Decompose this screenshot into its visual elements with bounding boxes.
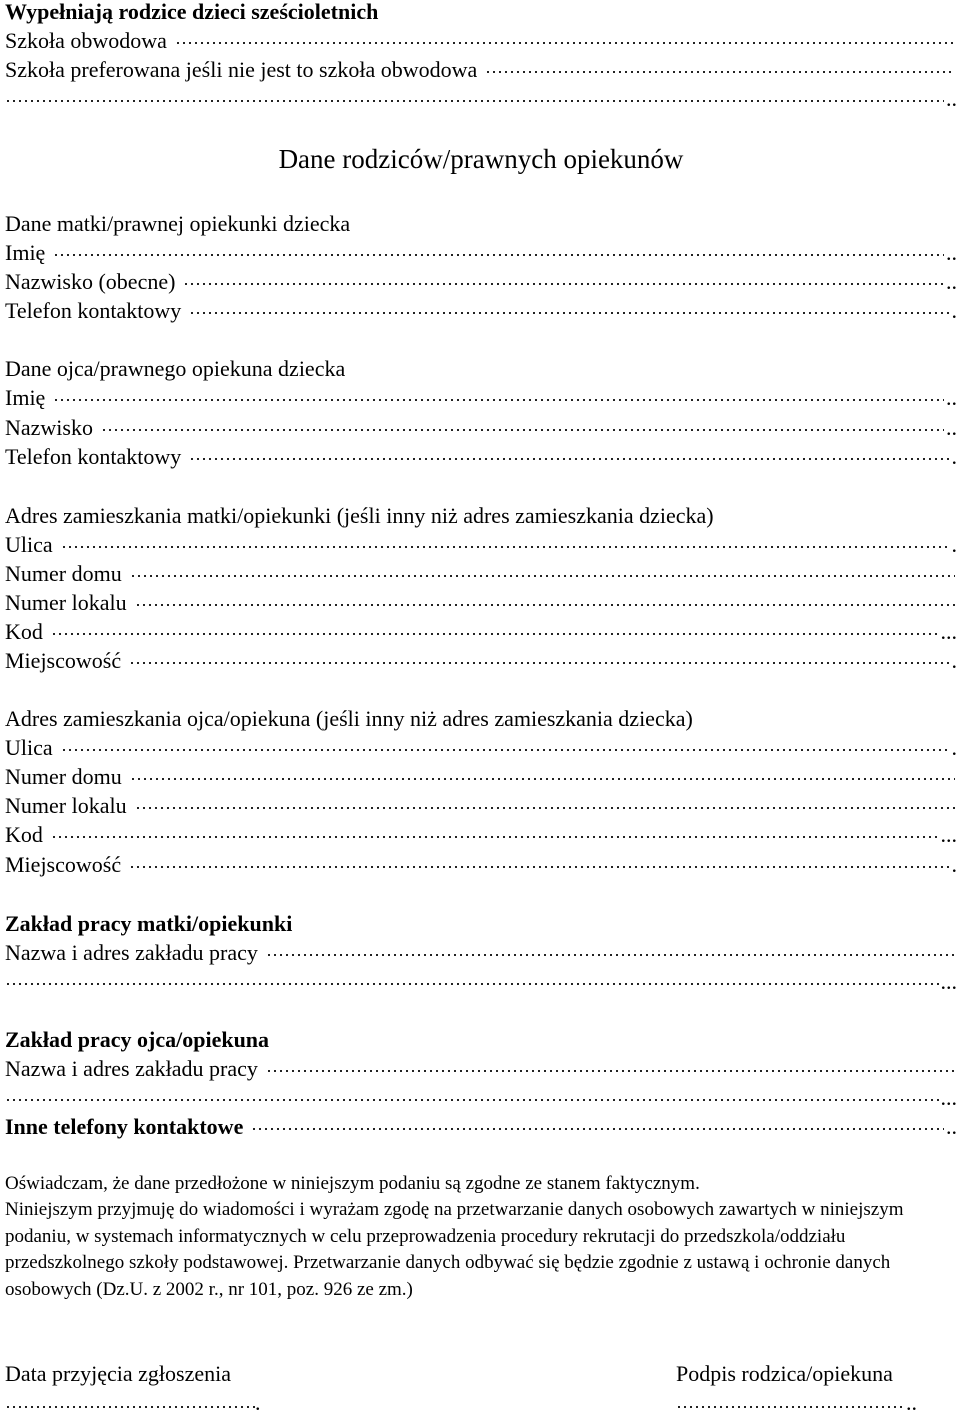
father-street-field[interactable] <box>5 733 957 762</box>
acceptance-date-label: Data przyjęcia zgłoszenia <box>5 1361 231 1386</box>
mother-city-label: Miejscowość <box>5 648 122 673</box>
mother-workplace-dotted-line[interactable] <box>266 953 955 957</box>
father-workplace-continuation-dotted-line[interactable] <box>5 1098 939 1102</box>
mother-phone-label: Telefon kontaktowy <box>5 298 182 323</box>
declaration-text: Oświadczam, że dane przedłożone w niniejszym podaniu są zgodne ze stanem faktycznym. <box>5 1173 700 1194</box>
father-workplace-continuation[interactable] <box>5 1083 957 1112</box>
father-street-end: . <box>951 735 957 760</box>
father-workplace-field[interactable] <box>5 1054 957 1083</box>
mother-postal-code-field[interactable] <box>5 617 957 646</box>
father-first-name-dotted-line[interactable] <box>53 398 944 402</box>
mother-phone-end: . <box>951 298 957 323</box>
mother-flat-number-label: Numer lokalu <box>5 590 127 615</box>
mother-house-number-field[interactable] <box>5 559 957 588</box>
father-street-label: Ulica <box>5 735 53 760</box>
father-city-end: . <box>951 852 957 877</box>
preferred-school-continuation[interactable] <box>5 84 957 113</box>
mother-phone-dotted-line[interactable] <box>189 311 949 315</box>
father-last-name-label: Nazwisko <box>5 415 93 440</box>
mother-last-name-end: .. <box>946 269 957 294</box>
other-phones-field[interactable] <box>5 1112 957 1141</box>
mother-last-name-field[interactable] <box>5 267 957 296</box>
mother-phone-field[interactable] <box>5 296 957 325</box>
father-address-heading: Adres zamieszkania ojca/opiekuna (jeśli inny niż adres zamieszkania dziecka) <box>5 706 693 731</box>
father-last-name-field[interactable] <box>5 413 957 442</box>
mother-workplace-continuation[interactable] <box>5 967 957 996</box>
father-city-label: Miejscowość <box>5 852 122 877</box>
mother-workplace-heading: Zakład pracy matki/opiekunki <box>5 911 293 936</box>
father-postal-code-field[interactable] <box>5 820 957 849</box>
father-last-name-end: .. <box>946 415 957 440</box>
father-first-name-end: .. <box>946 385 957 410</box>
parent-signature-end: .. <box>906 1390 917 1415</box>
father-flat-number-field[interactable] <box>5 791 957 820</box>
page-title: Dane rodziców/prawnych opiekunów <box>278 144 684 174</box>
mother-postal-code-dotted-line[interactable] <box>51 632 939 636</box>
mother-postal-code-end: ... <box>940 619 957 644</box>
father-data-heading: Dane ojca/prawnego opiekuna dziecka <box>5 356 346 381</box>
mother-workplace-continuation-end: ... <box>940 969 957 994</box>
mother-first-name-end: .. <box>946 240 957 265</box>
father-house-number-label: Numer domu <box>5 764 122 789</box>
mother-city-end: . <box>951 648 957 673</box>
parent-signature-label: Podpis rodzica/opiekuna <box>676 1361 893 1386</box>
mother-street-label: Ulica <box>5 532 53 557</box>
six-year-olds-heading: Wypełniają rodzice dzieci sześcioletnich <box>5 0 379 24</box>
mother-workplace-field[interactable] <box>5 938 957 967</box>
preferred-school-label: Szkoła preferowana jeśli nie jest to szkoła obwodowa <box>5 57 478 82</box>
mother-house-number-dotted-line[interactable] <box>130 574 955 578</box>
father-postal-code-label: Kod <box>5 822 43 847</box>
mother-street-end: . <box>951 532 957 557</box>
other-phones-end: .. <box>946 1114 957 1139</box>
father-phone-field[interactable] <box>5 442 957 471</box>
other-phones-label: Inne telefony kontaktowe <box>5 1114 244 1139</box>
mother-flat-number-dotted-line[interactable] <box>135 603 955 607</box>
father-phone-dotted-line[interactable] <box>189 457 949 461</box>
mother-address-heading: Adres zamieszkania matki/opiekunki (jeśli inny niż adres zamieszkania dziecka) <box>5 503 714 528</box>
father-street-dotted-line[interactable] <box>61 748 950 752</box>
father-first-name-field[interactable] <box>5 383 957 412</box>
district-school-label: Szkoła obwodowa <box>5 28 167 53</box>
father-last-name-dotted-line[interactable] <box>101 428 944 432</box>
mother-city-field[interactable] <box>5 646 957 675</box>
father-workplace-label: Nazwa i adres zakładu pracy <box>5 1056 258 1081</box>
father-workplace-dotted-line[interactable] <box>266 1069 955 1073</box>
mother-flat-number-field[interactable] <box>5 588 957 617</box>
mother-city-dotted-line[interactable] <box>129 661 949 665</box>
mother-data-heading: Dane matki/prawnej opiekunki dziecka <box>5 211 351 236</box>
mother-street-dotted-line[interactable] <box>61 545 950 549</box>
father-city-dotted-line[interactable] <box>129 865 949 869</box>
mother-house-number-label: Numer domu <box>5 561 122 586</box>
mother-workplace-continuation-dotted-line[interactable] <box>5 982 939 986</box>
father-postal-code-dotted-line[interactable] <box>51 835 939 839</box>
district-school-field[interactable] <box>5 26 957 55</box>
father-flat-number-label: Numer lokalu <box>5 793 127 818</box>
father-city-field[interactable] <box>5 850 957 879</box>
father-flat-number-dotted-line[interactable] <box>135 806 955 810</box>
mother-last-name-dotted-line[interactable] <box>183 282 944 286</box>
district-school-dotted-line[interactable] <box>175 41 955 45</box>
preferred-school-field[interactable] <box>5 55 957 84</box>
mother-first-name-dotted-line[interactable] <box>53 253 944 257</box>
preferred-school-continuation-dotted-line[interactable] <box>5 99 944 103</box>
preferred-school-dotted-line[interactable] <box>485 70 955 74</box>
consent-text: Niniejszym przyjmuję do wiadomości i wyrażam zgodę na przetwarzanie danych osobowych zawartych w niniejszym podaniu, w systemach informatycznych w celu przeprowadzenia procedury rekrutacji do przedszkola/oddziału przedszkolnego szkoły podstawowej. Przetwarzanie danych odbywać się będzie zgodnie z ustawą i ochronie danych osobowych (Dz.U. z 2002 r., nr 101, poz. 926 ze zm.) <box>5 1199 904 1300</box>
father-house-number-field[interactable] <box>5 762 957 791</box>
mother-first-name-label: Imię <box>5 240 46 265</box>
mother-first-name-field[interactable] <box>5 238 957 267</box>
father-phone-end: . <box>951 444 957 469</box>
mother-workplace-label: Nazwa i adres zakładu pracy <box>5 940 258 965</box>
mother-street-field[interactable] <box>5 530 957 559</box>
mother-postal-code-label: Kod <box>5 619 43 644</box>
father-postal-code-end: ... <box>940 822 957 847</box>
father-house-number-dotted-line[interactable] <box>130 777 955 781</box>
father-first-name-label: Imię <box>5 385 46 410</box>
parent-signature-dotted-line[interactable] <box>676 1405 906 1409</box>
father-workplace-continuation-end: ... <box>940 1085 957 1110</box>
father-workplace-heading: Zakład pracy ojca/opiekuna <box>5 1027 270 1052</box>
other-phones-dotted-line[interactable] <box>251 1127 944 1131</box>
acceptance-date-dotted-line[interactable] <box>5 1405 255 1409</box>
preferred-school-continuation-end: .. <box>946 86 957 111</box>
mother-last-name-label: Nazwisko (obecne) <box>5 269 176 294</box>
acceptance-date-end: . <box>255 1390 261 1415</box>
father-phone-label: Telefon kontaktowy <box>5 444 182 469</box>
